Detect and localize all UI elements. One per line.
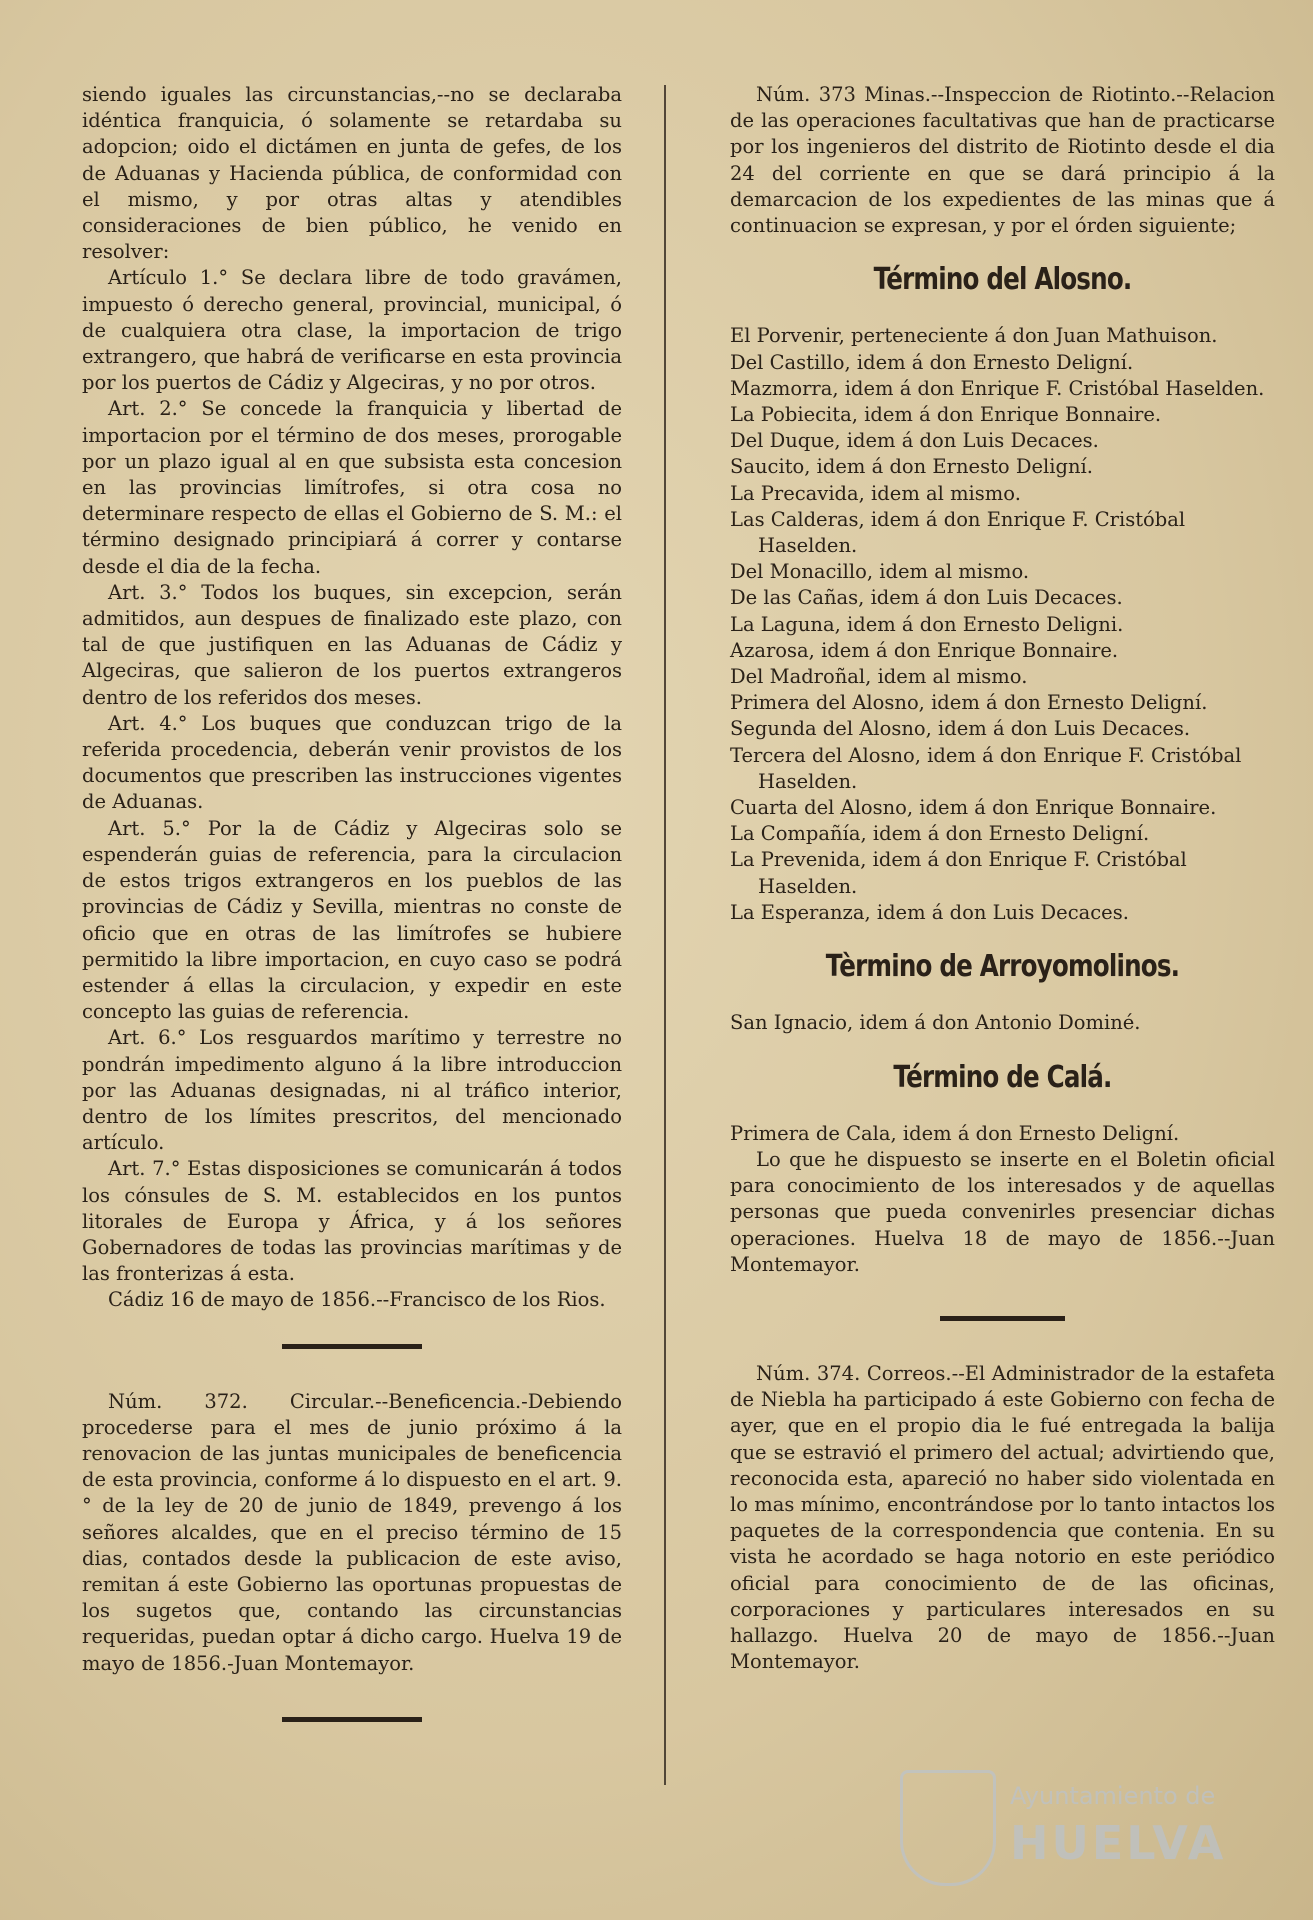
right-column xyxy=(730,82,1275,1675)
article-4: Art. 4.° Los buques que conduzcan trigo de la referida procedencia, deberán venir provistos de los documentos que prescriben las instrucciones vigentes de Aduanas. xyxy=(82,711,622,814)
section-divider xyxy=(282,1717,422,1722)
list-item: La Compañía, idem á don Ernesto Deligní. xyxy=(730,822,1150,846)
list-item: Del Castillo, idem á don Ernesto Deligní. xyxy=(730,350,1134,374)
notice-373: Núm. 373 Minas.--Inspeccion de Riotinto.--Relacion de las operaciones facultativas que han de practicarse por los ingenieros del distrito de Riotinto desde el dia 24 del corriente en que se dará principio á la demarcacion de los expedientes de las minas que á continuacion se expresan, y por el órden siguiente; xyxy=(730,83,1275,238)
archive-watermark xyxy=(900,1770,1260,1890)
list-item: El Porvenir, perteneciente á don Juan Mathuison. xyxy=(730,324,1218,348)
list-item: Tercera del Alosno, idem á don Enrique F. Cristóbal Haselden. xyxy=(730,743,1242,793)
column-rule xyxy=(664,85,666,1785)
list-item: Mazmorra, idem á don Enrique F. Cristóbal Haselden. xyxy=(730,376,1265,400)
list-item: La Precavida, idem al mismo. xyxy=(730,481,1021,505)
list-item: La Prevenida, idem á don Enrique F. Cristóbal Haselden. xyxy=(730,848,1187,898)
mine-list-alosno xyxy=(730,323,1275,926)
coat-of-arms-icon xyxy=(900,1770,996,1886)
watermark-line2: HUELVA xyxy=(1010,1816,1227,1870)
notice-374: Núm. 374. Correos.--El Administrador de la estafeta de Niebla ha participado á este Gobierno con fecha de ayer, que en el propio dia le fué entregada la balija que se estravió el primero del actual; advirtiendo que, reconocida esta, apareció no haber sido violentada en lo mas mínimo, encontrándose por lo tanto intactos los paquetes de la correspondencia que contenia. En su vista he acordado se haga notorio en este periódico oficial para conocimiento de de las oficinas, corporaciones y particulares interesados en su hallazgo. Huelva 20 de mayo de 1856.--Juan Montemayor. xyxy=(730,1361,1275,1674)
article-6: Art. 6.° Los resguardos marítimo y terrestre no pondrán impedimento alguno á la libre introduccion por las Aduanas designadas, ni al tráfico interior, dentro de los límites prescritos, del mencionado artículo. xyxy=(82,1026,622,1155)
left-column xyxy=(82,82,622,1762)
list-item: Cuarta del Alosno, idem á don Enrique Bonnaire. xyxy=(730,796,1217,820)
list-item: Del Monacillo, idem al mismo. xyxy=(730,560,1030,584)
section-heading-cala: Término de Calá. xyxy=(893,1059,1112,1095)
list-item: Segunda del Alosno, idem á don Luis Decaces. xyxy=(730,717,1191,741)
intro-paragraph: siendo iguales las circunstancias,--no se declaraba idéntica franquicia, ó solamente se retardaba su adopcion; oido el dictámen en junta de gefes, de los de Aduanas y Hacienda pública, de conformidad con el mismo, y por otras altas y atendibles consideraciones de bien público, he venido en resolver: xyxy=(82,83,622,264)
section-divider xyxy=(282,1344,422,1349)
section-heading-alosno: Término del Alosno. xyxy=(873,262,1132,298)
notice-372: Núm. 372. Circular.--Beneficencia.-Debiendo procederse para el mes de junio próximo á la renovacion de las juntas municipales de beneficencia de esta provincia, conforme á lo dispuesto en el art. 9.° de la ley de 20 de junio de 1849, prevengo á los señores alcaldes, que en el preciso término de 15 dias, contados desde la publicacion de este aviso, remitan á este Gobierno las oportunas propuestas de los sugetos que, contando las circunstancias requeridas, puedan optar á dicho cargo. Huelva 19 de mayo de 1856.-Juan Montemayor. xyxy=(82,1389,622,1675)
closing-373: Lo que he dispuesto se inserte en el Boletin oficial para conocimiento de los interesados y de aquellas personas que pueda convenirles presenciar dichas operaciones. Huelva 18 de mayo de 1856.--Juan Montemayor. xyxy=(730,1147,1275,1276)
watermark-line1: Ayuntamiento de xyxy=(1010,1782,1216,1810)
article-5: Art. 5.° Por la de Cádiz y Algeciras solo se espenderán guias de referencia, para la circulacion de estos trigos extrangeros en los pueblos de las provincias de Cádiz y Sevilla, mientras no conste de oficio que en otras de las limítrofes se hubiere permitido la libre importacion, en cuyo caso se podrá estender á ellas la circulacion, y expedir en este concepto las guias de referencia. xyxy=(82,816,622,1024)
list-item: Primera del Alosno, idem á don Ernesto Deligní. xyxy=(730,691,1208,715)
list-item: Azarosa, idem á don Enrique Bonnaire. xyxy=(730,638,1119,662)
list-item: Primera de Cala, idem á don Ernesto Deligní. xyxy=(730,1121,1180,1145)
list-item: La Esperanza, idem á don Luis Decaces. xyxy=(730,900,1129,924)
article-2: Art. 2.° Se concede la franquicia y libertad de importacion por el término de dos meses, prorogable por un plazo igual al en que subsista esta concesion en las provincias limítrofes, si otra cosa no determinare respecto de ellas el Gobierno de S. M.: el término designado principiará á correr y contarse desde el dia de la fecha. xyxy=(82,397,622,578)
list-item: La Laguna, idem á don Ernesto Deligni. xyxy=(730,612,1124,636)
list-item: La Pobiecita, idem á don Enrique Bonnaire. xyxy=(730,403,1162,427)
list-item: Del Duque, idem á don Luis Decaces. xyxy=(730,429,1099,453)
signature-cadiz: Cádiz 16 de mayo de 1856.--Francisco de los Rios. xyxy=(108,1288,606,1312)
list-item: Del Madroñal, idem al mismo. xyxy=(730,665,1028,689)
article-1: Artículo 1.° Se declara libre de todo gravámen, impuesto ó derecho general, provincial, municipal, ó de cualquiera otra clase, la importacion de trigo extrangero, que habrá de verificarse en esta provincia por los puertos de Cádiz y Algeciras, y no por otros. xyxy=(82,266,622,395)
list-item: De las Cañas, idem á don Luis Decaces. xyxy=(730,586,1123,610)
article-3: Art. 3.° Todos los buques, sin excepcion, serán admitidos, aun despues de finalizado este plazo, con tal de que justifiquen en las Aduanas de Cádiz y Algeciras, que salieron de los puertos extrangeros dentro de los referidos dos meses. xyxy=(82,580,622,709)
section-heading-arroyomolinos: Tèrmino de Arroyomolinos. xyxy=(825,949,1180,985)
list-item: Saucito, idem á don Ernesto Deligní. xyxy=(730,455,1093,479)
article-7: Art. 7.° Estas disposiciones se comunicarán á todos los cónsules de S. M. establecidos en los puntos litorales de Europa y África, y á los señores Gobernadores de todas las provincias marítimas y de las fronterizas á esta. xyxy=(82,1157,622,1286)
list-item: Las Calderas, idem á don Enrique F. Cristóbal Haselden. xyxy=(730,507,1186,558)
list-item: San Ignacio, idem á don Antonio Dominé. xyxy=(730,1011,1141,1035)
